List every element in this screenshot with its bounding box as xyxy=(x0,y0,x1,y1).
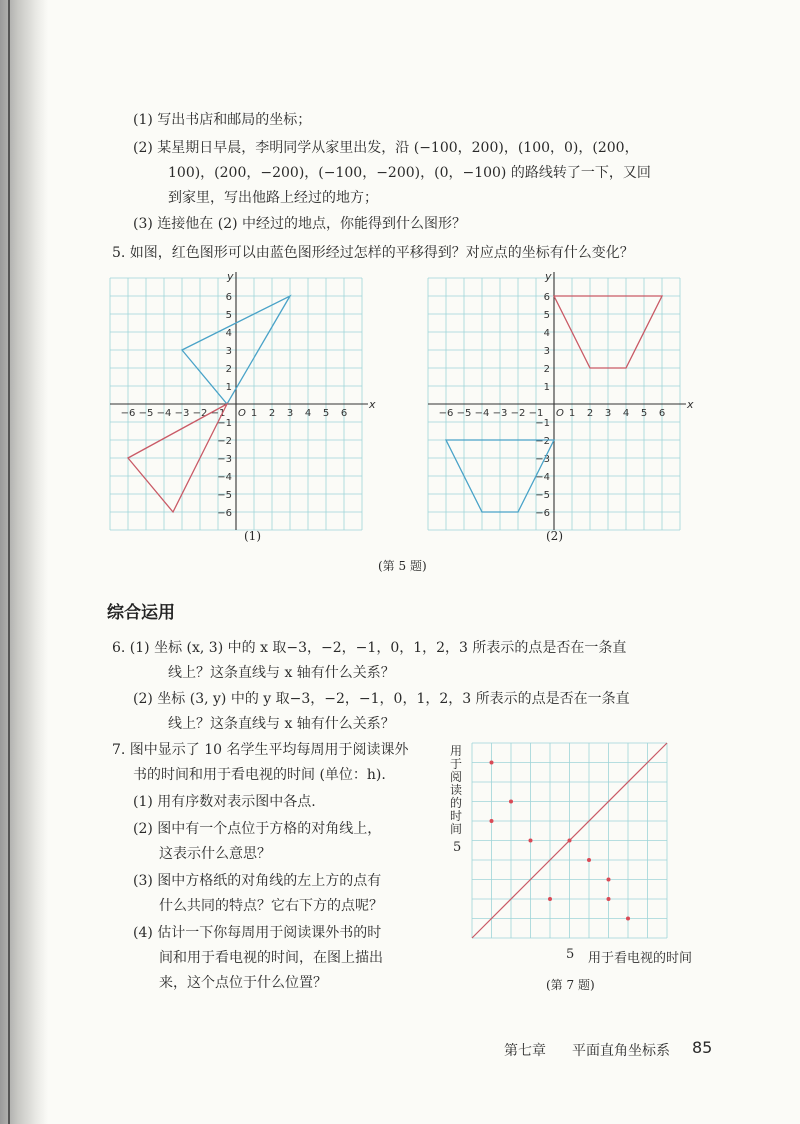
y-tick-label: 2 xyxy=(225,364,232,375)
x-tick-label: 1 xyxy=(568,408,576,419)
student-point xyxy=(568,839,572,843)
x-tick-label: −1 xyxy=(210,408,226,419)
page-number: 85 xyxy=(692,1038,713,1057)
student-point xyxy=(607,878,611,882)
q4-part1: (1) 写出书店和邮局的坐标； xyxy=(133,112,312,128)
q6-part1-line1: 6. (1) 坐标 (x, 3) 中的 x 取−3，−2，−1，0，1，2，3 所表示的点是否在一条直 xyxy=(112,640,627,656)
q7-part3-line1: (3) 图中方格纸的对角线的左上方的点有 xyxy=(133,873,382,889)
x-tick-label: 3 xyxy=(604,408,612,419)
y-axis-label: y xyxy=(545,270,552,283)
student-point xyxy=(626,917,630,921)
student-point xyxy=(509,800,513,804)
y-tick-label: −4 xyxy=(535,472,550,483)
student-point xyxy=(548,897,552,901)
x-tick-label: −2 xyxy=(192,408,208,419)
y-tick-label: 1 xyxy=(543,382,550,393)
q5-figure-2 xyxy=(428,268,694,524)
y-tick-label: 6 xyxy=(225,292,232,303)
y-tick-label: −3 xyxy=(217,454,232,465)
y-tick-label: 4 xyxy=(543,328,550,339)
x-tick-label: −6 xyxy=(120,408,136,419)
student-point xyxy=(587,858,591,862)
q7-x-axis-label: 用于看电视的时间 xyxy=(588,951,693,966)
y-tick-label: 5 xyxy=(543,310,550,321)
q7-part2-line1: (2) 图中有一个点位于方格的对角线上， xyxy=(133,821,382,837)
q7-part1: (1) 用有序数对表示图中各点. xyxy=(133,794,316,810)
y-tick-label: −2 xyxy=(535,436,550,447)
x-tick-label: −3 xyxy=(174,408,190,419)
x-axis-label: x xyxy=(687,398,694,411)
y-tick-label: 1 xyxy=(225,382,232,393)
y-tick-label: −5 xyxy=(217,490,232,501)
x-tick-label: −2 xyxy=(510,408,526,419)
y-tick-label: 4 xyxy=(225,328,232,339)
q6-part1-line2: 线上？这条直线与 x 轴有什么关系？ xyxy=(168,665,395,681)
x-tick-label: 6 xyxy=(658,408,666,419)
y-tick-label: −2 xyxy=(217,436,232,447)
student-point xyxy=(490,819,494,823)
y-tick-label: −6 xyxy=(217,508,232,519)
q4-part3: (3) 连接他在 (2) 中经过的地点，你能得到什么图形？ xyxy=(133,216,467,232)
x-tick-label: 2 xyxy=(268,408,276,419)
x-tick-label: 5 xyxy=(640,408,648,419)
q5-text: 5. 如图，红色图形可以由蓝色图形经过怎样的平移得到？对应点的坐标有什么变化？ xyxy=(112,245,634,261)
x-tick-label: 4 xyxy=(622,408,630,419)
q7-part4-line1: (4) 估计一下你每周用于阅读课外书的时 xyxy=(133,925,382,941)
x-tick-label: −3 xyxy=(492,408,508,419)
x-tick-label: −4 xyxy=(474,408,490,419)
q7-y-axis-label: 用于阅读的时间 xyxy=(449,744,462,836)
q7-line1: 7. 图中显示了 10 名学生平均每周用于阅读课外 xyxy=(112,742,409,758)
x-axis-label: x xyxy=(369,398,376,411)
q5-figure-1-label: (1) xyxy=(244,529,261,543)
q7-line2: 书的时间和用于看电视的时间 (单位：h). xyxy=(133,767,386,783)
q4-part2-line3: 到家里，写出他路上经过的地方； xyxy=(168,190,378,206)
q7-x-tick-5: 5 xyxy=(566,947,575,962)
x-tick-label: 6 xyxy=(340,408,348,419)
y-tick-label: −6 xyxy=(535,508,550,519)
q7-y-tick-5: 5 xyxy=(453,840,462,855)
q7-part4-line3: 来，这个点位于什么位置？ xyxy=(159,975,327,991)
y-tick-label: 5 xyxy=(225,310,232,321)
student-point xyxy=(607,897,611,901)
y-tick-label: −3 xyxy=(535,454,550,465)
footer-chapter: 第七章 xyxy=(504,1043,546,1059)
x-tick-label: 2 xyxy=(586,408,594,419)
q5-figure-2-label: (2) xyxy=(546,529,563,543)
q4-part2-line1: (2) 某星期日早晨，李明同学从家里出发，沿 (−100，200)，(100，0)，(200， xyxy=(133,140,639,156)
y-tick-label: −4 xyxy=(217,472,232,483)
q7-part4-line2: 间和用于看电视的时间，在图上描出 xyxy=(159,950,383,966)
y-tick-label: 3 xyxy=(225,346,232,357)
origin-label: O xyxy=(556,408,564,419)
x-tick-label: −4 xyxy=(156,408,172,419)
x-tick-label: −5 xyxy=(456,408,472,419)
q7-scatter-figure xyxy=(462,742,672,948)
x-tick-label: 5 xyxy=(322,408,330,419)
x-tick-label: −5 xyxy=(138,408,154,419)
x-tick-label: −6 xyxy=(438,408,454,419)
book-spine-line xyxy=(8,0,10,1124)
y-tick-label: −1 xyxy=(217,418,232,429)
y-tick-label: −1 xyxy=(535,418,550,429)
q7-part2-line2: 这表示什么意思？ xyxy=(159,846,271,862)
y-tick-label: 2 xyxy=(543,364,550,375)
y-tick-label: 3 xyxy=(543,346,550,357)
q6-part2-line1: (2) 坐标 (3, y) 中的 y 取−3，−2，−1，0，1，2，3 所表示的点是否在一条直 xyxy=(133,691,630,707)
x-tick-label: 4 xyxy=(304,408,312,419)
q5-caption: (第 5 题) xyxy=(378,559,427,573)
y-axis-label: y xyxy=(227,270,234,283)
section-title: 综合运用 xyxy=(107,603,175,623)
y-tick-label: 6 xyxy=(543,292,550,303)
x-tick-label: 1 xyxy=(250,408,258,419)
y-tick-label: −5 xyxy=(535,490,550,501)
origin-label: O xyxy=(238,408,246,419)
q6-part2-line2: 线上？这条直线与 x 轴有什么关系？ xyxy=(168,716,395,732)
q7-caption: (第 7 题) xyxy=(546,978,595,992)
q7-part3-line2: 什么共同的特点？它右下方的点呢？ xyxy=(159,898,383,914)
x-tick-label: 3 xyxy=(286,408,294,419)
footer-title: 平面直角坐标系 xyxy=(572,1043,670,1059)
student-point xyxy=(529,839,533,843)
q5-figure-1 xyxy=(110,268,376,524)
q4-part2-line2: 100)，(200，−200)，(−100，−200)，(0，−100) 的路线转了一下，又回 xyxy=(168,165,651,181)
student-point xyxy=(490,761,494,765)
x-tick-label: −1 xyxy=(528,408,544,419)
